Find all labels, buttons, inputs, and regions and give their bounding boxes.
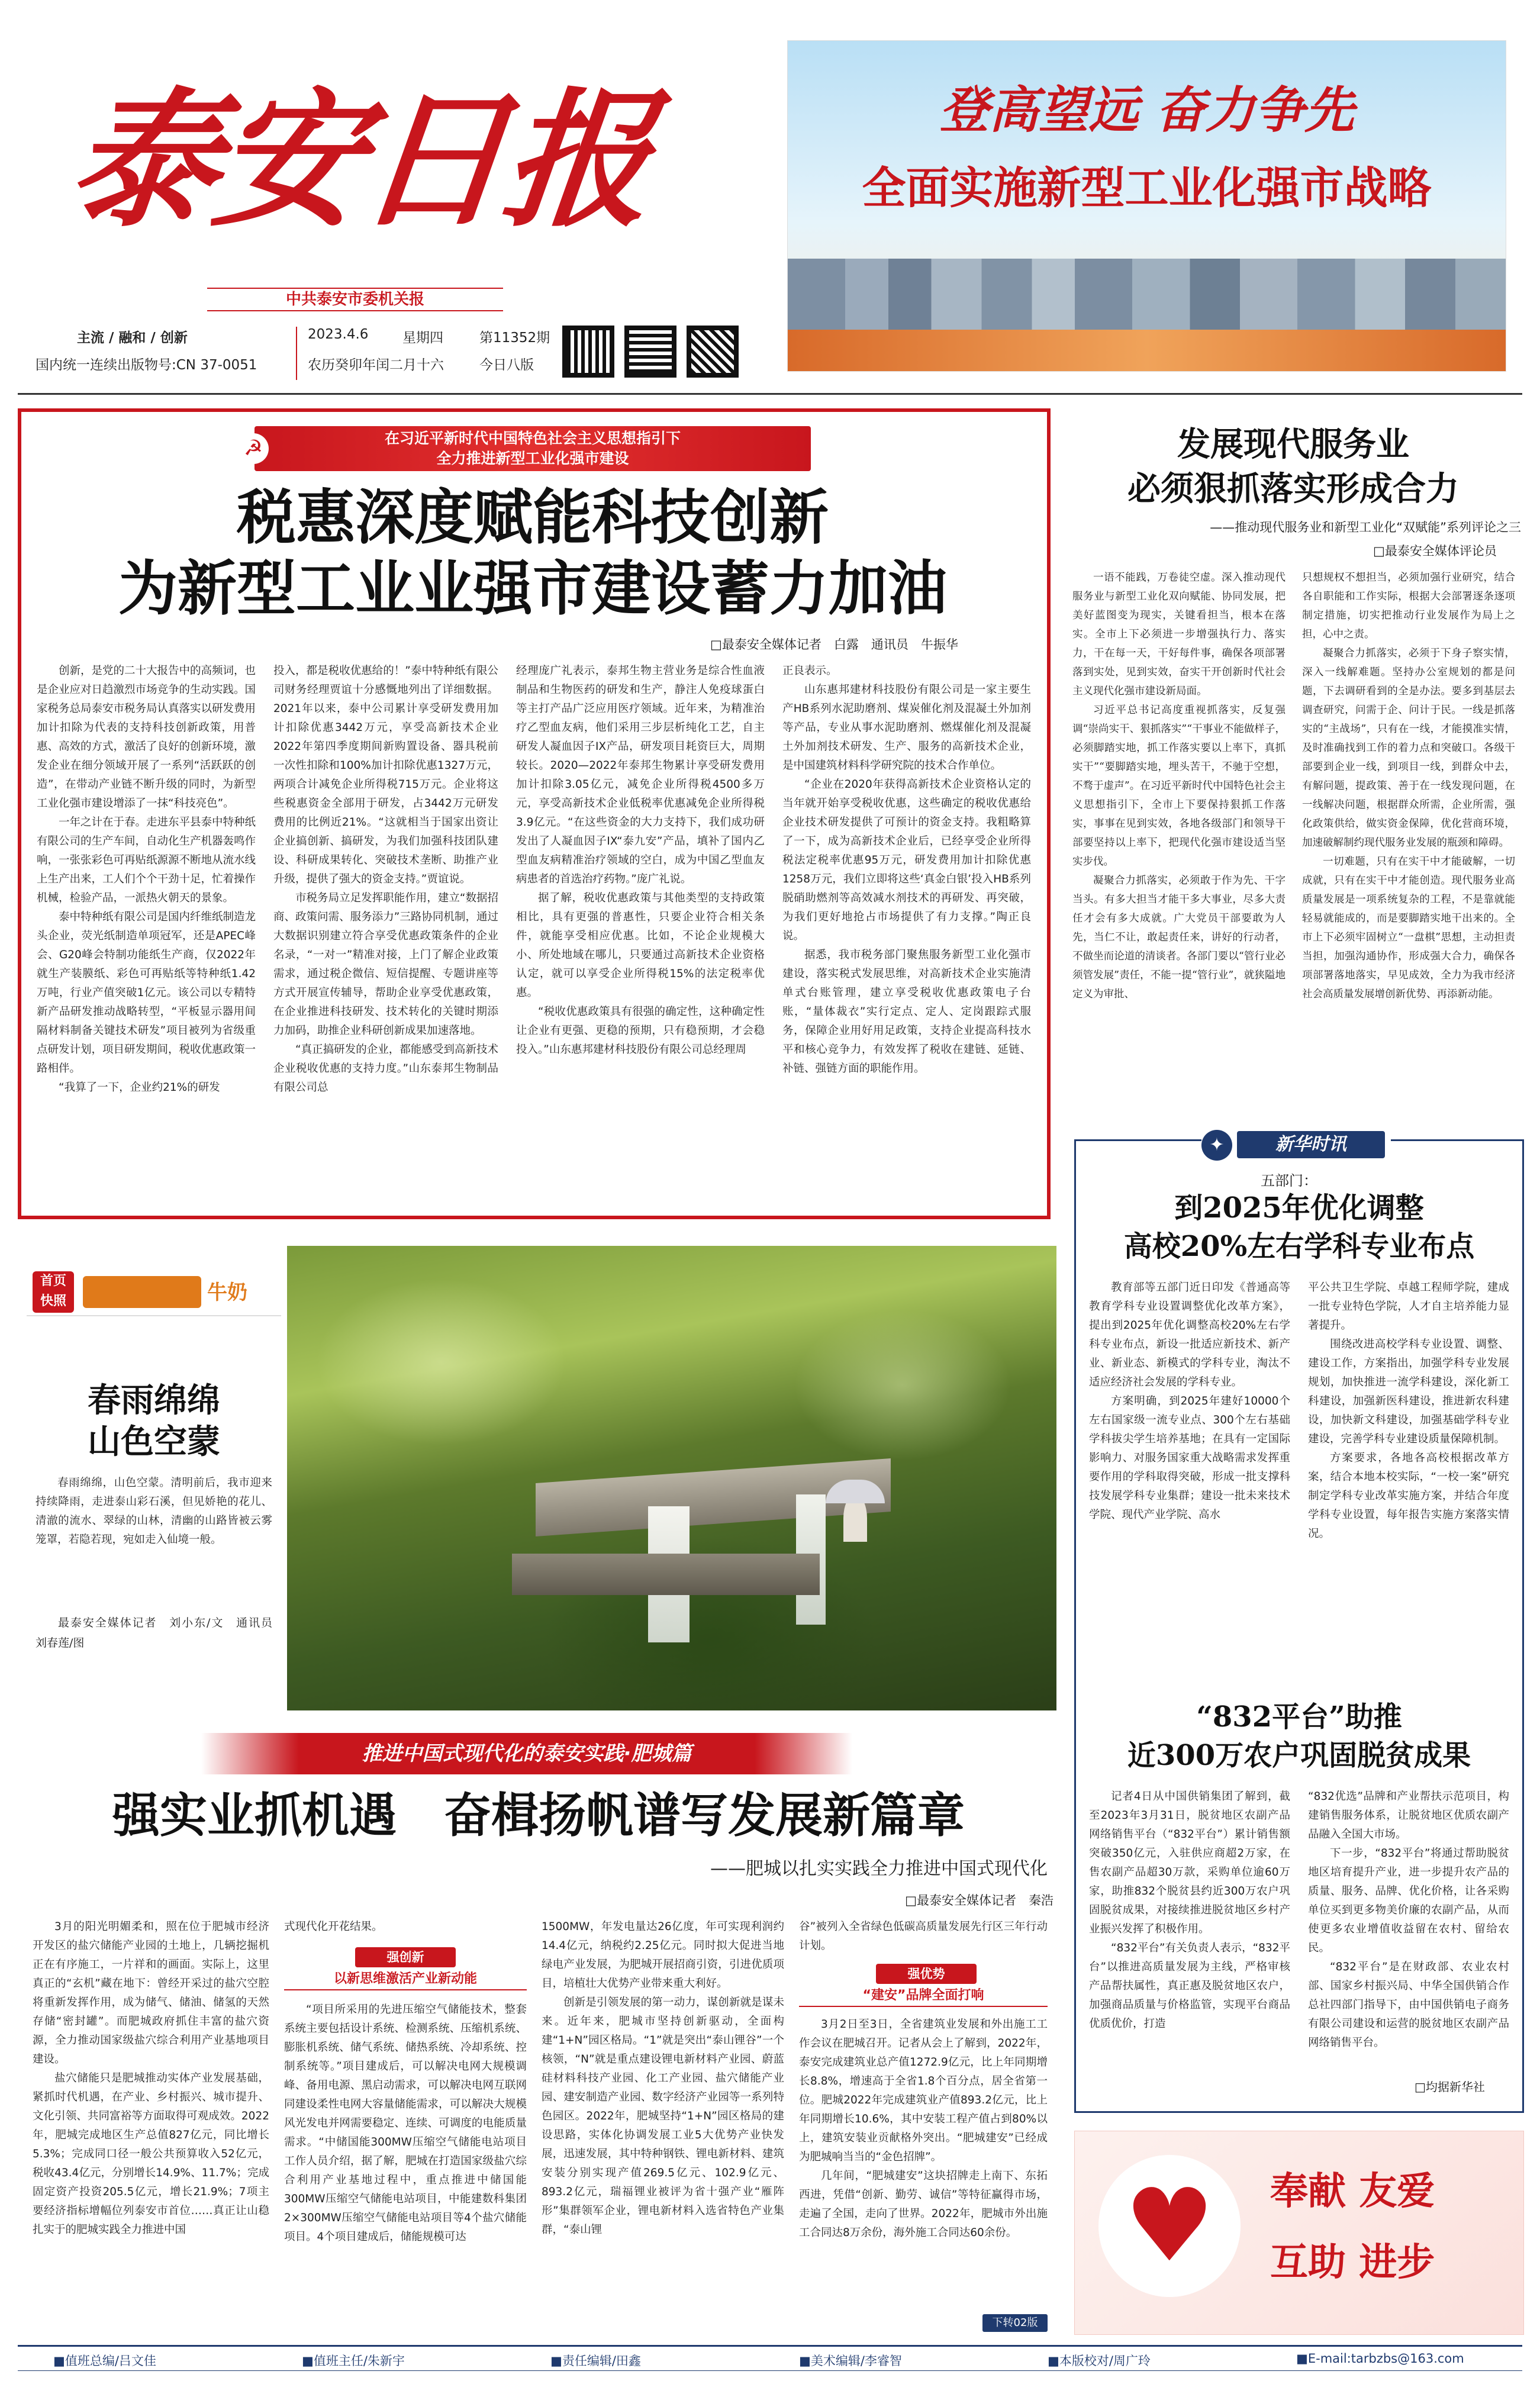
landscape-photo bbox=[287, 1246, 1056, 1710]
paragraph: “832优选”品牌和产业帮扶示范项目，构建销售服务体系，让脱贫地区优质农副产品融入全国大市场。 bbox=[1308, 1790, 1509, 1841]
paragraph: “项目所采用的先进压缩空气储能技术，整套系统主要包括设计系统、检测系统、压缩机系统、膨胀机系统、储气系统、储热系统、冷却系统、控制系统等。”项目建成后，可以解决电网大规模调峰、备用电源、黑启动需求，可以解决电网互联网同建设柔性电网大容量储能需求，可以解决大规模风光发电并网需要稳定、连续、可调度的电能质量需求。“中储国能300MW压缩空气储能电站项目工作人员介绍，据了解，肥城在打造国家级盐穴综合利用产业基地过程中，重点推进中储国能300MW压缩空气储能电站项目，中能建数科集团2×300MW压缩空气储能电站项目等4个盐穴储能项目。4个项目建成后，储能规模可达 bbox=[284, 2003, 527, 2243]
footer-bar bbox=[18, 2345, 1522, 2371]
paragraph: 下一步，“832平台”将通过帮助脱贫地区培育提升产业，进一步提升农产品的质量、服务、品牌、优化价格，让各采购单位买到更多物美价廉的农副产品，从而使更多农业增值收益留在农村、留给农民。 bbox=[1308, 1847, 1509, 1954]
lead-byline: □最泰安全媒体记者 白露 通讯员 牛振华 bbox=[710, 637, 958, 652]
xinhua-n2-title-2: 近300万农户巩固脱贫成果 bbox=[1127, 1739, 1471, 1772]
footer-credit: ■本版校对/周广玲 bbox=[1048, 2354, 1151, 2368]
party-emblem-icon: ☭ bbox=[238, 433, 269, 464]
photo-caption: 春雨绵绵，山色空蒙。清明前后，我市迎来持续降雨，走进泰山彩石溪，但见娇艳的花儿、清澈的流水、翠绿的山林，清幽的山路皆被云雾笼罩，若隐若现，宛如走入仙境一般。 bbox=[36, 1477, 272, 1546]
lunar-date: 农历癸卯年闰二月十六 bbox=[308, 357, 444, 373]
masthead-divider bbox=[18, 393, 1522, 395]
paragraph: 式现代化开花结果。 bbox=[284, 1921, 383, 1933]
banner-line-2: 全面实施新型工业化强市战略 bbox=[862, 163, 1432, 214]
feature-column-2a bbox=[284, 1918, 527, 1941]
paragraph: 围绕改进高校学科专业设置、调整、建设工作，方案指出，加强学科专业发展规划，加快推进一流学科建设，深化新工科建设，加强新医科建设，推进新农科建设，加快新文科建设，加强基础学科专业建设，完善学科专业建设质量保障机制。 bbox=[1308, 1338, 1509, 1445]
commentary-title-2: 必须狠抓落实形成合力 bbox=[1127, 469, 1459, 508]
charity-line-2: 互助 进步 bbox=[1270, 2241, 1435, 2285]
masthead-subtitle: 中共泰安市委机关报 bbox=[207, 288, 503, 311]
cn-number: 国内统一连续出版物号:CN 37-0051 bbox=[36, 357, 257, 373]
paragraph: 一切难题，只有在实干中才能破解，一切成就，只有在实干中才能创造。现代服务业高质量发展是一项系统复杂的工程，不是靠就能轻易就能成的，而是要脚踏实地干出来的。全市上下必须牢固树立“一盘棋”思想，主动担责当担，加强沟通协作，形成强大合力，确保各项部署落地落实，早见成效，全力为我市经济社会高质量发展增创新优势、再添新动能。 bbox=[1302, 856, 1515, 1000]
paragraph: 3月2日至3日，全省建筑业发展和外出施工工作会议在肥城召开。记者从会上了解到，2022年，泰安完成建筑业总产值1272.9亿元，比上年同期增长8.8%，增速高于全省1.8个百分点，居全省第一位。肥城2022年完成建筑业产值893.2亿元，比上年同期增长10.6%，其中安装工程产值占到80%以上，建筑安装业贡献格外突出。“肥城建安”已经成为肥城响当当的“金色招牌”。 bbox=[799, 2018, 1048, 2163]
lead-column-4 bbox=[782, 662, 1031, 1206]
paragraph: 方案要求，各地各高校根据改革方案，结合本地本校实际，“一校一案”研究制定学科专业改革实施方案，并结合年度学科专业设置，每年报告实施方案落实情况。 bbox=[1308, 1452, 1509, 1540]
footer-credit: ■值班主任/朱新宇 bbox=[302, 2354, 405, 2368]
issue-date: 2023.4.6 bbox=[308, 327, 369, 342]
paragraph: 教育部等五部门近日印发《普通高等教育学科专业设置调整优化改革方案》，提出到2025年优化调整高校20%左右学科专业布点，新设一批适应新技术、新产业、新业态、新模式的学科专业，淘汰不适应经济社会发展的学科专业。 bbox=[1089, 1281, 1290, 1388]
paragraph: 凝聚合力抓落实，必须于下身子察实情，深入一线解难题。坚持办公室规划的都是问题，下去调研看到的全是办法。要多到基层去调查研究，问需于企、问计于民。一线是抓落实的“主战场”，只有在一线，才能摸准实情，及时准确找到工作的着力点和突破口。各级干部要到企业一线，到项目一线，到群众中去，有解问题，提政策、善于在一线发现问题，在一线解决问题，根据群众所需，企业所需，强化政策供给，做实资金保障，优化营商环境，加速破解制约现代服务业发展的瓶颈和障碍。 bbox=[1302, 647, 1515, 849]
feature-headline: 强实业抓机遇 奋楫扬帆谱写发展新篇章 bbox=[112, 1788, 965, 1843]
newspaper-logo: 泰安日报 bbox=[62, 73, 658, 247]
lead-headline-2: 为新型工业业强市建设蓄力加油 bbox=[118, 554, 947, 623]
commentary-title-1: 发展现代服务业 bbox=[1177, 425, 1409, 464]
footer-credit: ■责任编辑/田鑫 bbox=[550, 2354, 641, 2368]
heart-hands-icon: ♥ bbox=[1098, 2155, 1241, 2297]
paragraph: “税收优惠政策具有很强的确定性，这种确定性让企业有更强、更稳的预期，只有稳预期，才会稳投入。”山东惠邦建材科技股份有限公司总经理周 bbox=[516, 1006, 765, 1056]
commentary-column-2 bbox=[1302, 568, 1515, 1148]
paragraph: “真正搞研发的企业，都能感受到高新技术企业税收优惠的支持力度。”山东泰邦生物制品有限公司总 bbox=[273, 1043, 498, 1094]
photo-title-2: 山色空蒙 bbox=[88, 1422, 220, 1461]
commentary-subtitle: ——推动现代服务业和新型工业化“双赋能”系列评论之三 bbox=[1210, 520, 1521, 534]
brand-label: 牛奶 bbox=[207, 1281, 247, 1304]
paragraph: 几年间，“肥城建安”这块招牌走上南下、东拓西进，凭借“创新、勤劳、诚信”等特征赢得市场，走遍了全国，走向了世界。2022年，肥城市外出施工合同达8万余份，海外施工合同达60余份。 bbox=[799, 2170, 1048, 2239]
feature-byline: □最泰安全媒体记者 秦浩 bbox=[905, 1893, 1053, 1908]
issue-number: 第11352期 bbox=[479, 330, 550, 346]
xinhua-credit: □均据新华社 bbox=[1415, 2080, 1485, 2094]
paragraph: 投入，都是税收优惠给的！”泰中特种纸有限公司财务经理贾谊十分感慨地列出了详细数据。2021年以来，泰中公司累计享受研发费用加计扣除优惠3442万元，享受高新技术企业2022年第四季度期间新购置设备、器具税前一次性扣除和100%加计扣除优惠1327万元，两项合计减免企业所得税715万元。企业将这些税惠资金全部用于研发，占3442万元研发费用的比例近21%。“这就相当于国家出资让企业搞创新、搞研发，为我们加强科技团队建设、科研成果转化、突破技术垄断、助推产业升级，提供了强大的资金支持。”贾谊说。 bbox=[273, 665, 498, 885]
feature-subhead-2: 强优势 “建安”品牌全面打响 bbox=[799, 1964, 1048, 2011]
paragraph: 据悉，我市税务部门聚焦服务新型工业化强市建设，落实税式发展思维，对高新技术企业实施清单式台账管理，建立享受税收优惠政策电子台账，“量体裁衣”实行定点、定人、定岗跟踪式服务，保障企业用好用足政策，支持企业提高科技水平和核心竞争力，有效发挥了税收在建链、延链、补链、强链方面的职能作用。 bbox=[782, 949, 1031, 1075]
xinhua-n2-column-2 bbox=[1308, 1787, 1509, 2071]
paragraph: 3月的阳光明媚柔和，照在位于肥城市经济开发区的盐穴储能产业园的土地上，几辆挖掘机正在有序施工，一片祥和的画面。实际上，这里真正的“玄机”藏在地下：曾经开采过的盐穴空腔将重新发挥作用，成为储气、储油、储氢的天然存储“密封罐”。而肥城政府抓住丰富的盐穴资源，全力推动国家级盐穴综合利用产业基地项目建设。 bbox=[33, 1921, 269, 2066]
feature-column-4b bbox=[799, 2015, 1048, 2311]
paragraph: “832平台”有关负责人表示，“832平台”以推进高质量发展为主线，严格审核产品帮扶属性，真正惠及脱贫地区农户，加强商品质量与价格监管，实现平台商品优质优价，打造 bbox=[1089, 1942, 1290, 2030]
feature-column-3 bbox=[542, 1918, 784, 2332]
footer-credit: ■美术编辑/李睿智 bbox=[799, 2354, 902, 2368]
banner-line-1: 登高望远 奋力争先 bbox=[939, 81, 1355, 139]
footer-credit: ■E-mail:tarbzbs@163.com bbox=[1296, 2351, 1464, 2366]
campaign-banner bbox=[787, 40, 1506, 372]
feature-column-4a bbox=[799, 1918, 1048, 1959]
xinhua-header: ✦ 新华时讯 bbox=[1201, 1127, 1391, 1162]
feature-subtitle: ——肥城以扎实实践全力推进中国式现代化 bbox=[710, 1858, 1048, 1879]
paragraph: 记者4日从中国供销集团了解到，截至2023年3月31日，脱贫地区农副产品网络销售平台（“832平台”）累计销售额突破350亿元，入驻供应商超2万家，在售农副产品超30万款，采购单位逾60万家，助推832个脱贫县约近300万农户巩固脱贫成果，对接续推进脱贫地区乡村产业振兴发挥了积极作用。 bbox=[1089, 1790, 1290, 1935]
paragraph: 方案明确，到2025年建好10000个左右国家级一流专业点、300个左右基础学科拔尖学生培养基地；在具有一定国际影响力、对服务国家重大战略需求发挥重要作用的学科取得突破，形成一批支撑科技发展学科专业集群；建设一批未来技术学院、现代产业学院、高水 bbox=[1089, 1395, 1290, 1521]
qr-code bbox=[562, 326, 614, 378]
commentary-column-1 bbox=[1072, 568, 1286, 1148]
paragraph: “832平台”是在财政部、农业农村部、国家乡村振兴局、中华全国供销合作总社四部门指导下，由中国供销电子商务有限公司建设和运营的脱贫地区农副产品网络销售平台。 bbox=[1308, 1961, 1509, 2049]
lead-kicker: ☭ 在习近平新时代中国特色社会主义思想指引下 全力推进新型工业化强市建设 bbox=[254, 426, 811, 471]
paragraph: 盐穴储能只是肥城推动实体产业发展基础，紧抓时代机遇，在产业、乡村振兴、城市提升、文化引领、共同富裕等方面取得可观成效。2022年，肥城完成地区生产总值827亿元，同比增长5.3%；完成同口径一般公共预算收入52亿元，税收43.4亿元，分别增长14.9%、11.7%；完成固定资产投资205.5亿元，增长21.9%；7项主要经济指标增幅位列泰安市首位……真正让山稳扎实于的肥城实践全力推进中国 bbox=[33, 2072, 269, 2236]
feature-kicker: 推进中国式现代化的泰安实践·肥城篇 bbox=[201, 1733, 852, 1774]
lead-column-1 bbox=[37, 662, 256, 1206]
paragraph: 经理庞广礼表示，泰邦生物主营业务是综合性血液制品和生物医药的研发和生产，静注人免疫球蛋白等主打产品广泛应用医疗领域。近年来，为精准治疗乙型血友病，他们采用三步层析纯化工艺，自主研发人凝血因子IX产品，研发项目耗资巨大，周期较长。2020—2022年泰邦生物累计享受研发费用加计扣除3.05亿元，减免企业所得税4500多万元，享受高新技术企业低税率优惠减免企业所得税3.9亿元。“在这些资金的大力支持下，我们成功研发出了人凝血因子IX“泰九安”产品，填补了国内乙型血友病精准治疗领域的空白，成为中国乙型血友病患者的首选治疗药物。”庞广礼说。 bbox=[516, 665, 765, 885]
paragraph: 正良表示。 bbox=[782, 665, 837, 677]
paragraph: 市税务局立足发挥职能作用，建立“数据招商、政策问需、服务添力”三路协同机制，通过大数据识别建立符合享受优惠政策条件的企业名录，“一对一”精准对接，上门了解企业政策需求，通过税企微信、短信提醒、专题讲座等方式开展宣传辅导，帮助企业享受优惠政策，在企业推进科技研发、技术转化的关键时期添力加码，助推企业科研创新成果加速落地。 bbox=[273, 892, 498, 1037]
photo-tag: 首页 快照 牛奶 bbox=[27, 1271, 281, 1316]
paragraph: 山东惠邦建材科技股份有限公司是一家主要生产HB系列水泥助磨剂、煤炭催化剂及混凝土外加剂等产品，专业从事水泥助磨剂、燃煤催化剂及混凝土外加剂技术研发、生产、服务的高新技术企业，是中国建筑材料科学研究院的技术合作单位。 bbox=[782, 684, 1031, 772]
paragraph: “我算了一下，企业约21%的研发 bbox=[59, 1081, 220, 1094]
xinhua-n1-column-1 bbox=[1089, 1278, 1290, 1693]
xinhua-logo-icon: ✦ bbox=[1201, 1130, 1232, 1161]
paragraph: 创新，是党的二十大报告中的高频词，也是企业应对日趋激烈市场竞争的生动实践。国家税务总局泰安市税务局认真落实以研发费用加计扣除为代表的支持科技创新政策，用普惠、高效的方式，激活了良好的创新环境，激发企业在细分领域开展了一系列“活跃跃的创造”，在带动产业链不断升级的同时，为新型工业化强市建设增添了一抹“科技亮色”。 bbox=[37, 665, 256, 810]
lead-column-2 bbox=[273, 662, 498, 1206]
xinhua-n1-column-2 bbox=[1308, 1278, 1509, 1657]
qr-code bbox=[687, 326, 739, 378]
charity-ad bbox=[1074, 2131, 1524, 2335]
feature-column-2b bbox=[284, 2000, 527, 2332]
photo-credit: 最泰安全媒体记者 刘小东/文 通讯员 刘春莲/图 bbox=[36, 1616, 284, 1650]
paragraph: 只想规权不想担当，必须加强行业研究，结合各自职能和工作实际，根据大会部署逐条逐项制定措施，切实把推动行业发展作为局上之担，心中之责。 bbox=[1302, 572, 1515, 640]
lead-headline-1: 税惠深度赋能科技创新 bbox=[237, 483, 829, 552]
paragraph: 创新是引领发展的第一动力，谋创新就是谋未来。近年来，肥城市坚持创新驱动，全面构建“1+N”园区格局。“1”就是突出“泰山锂谷”一个核领，“N”就是重点建设锂电新材料产业园、蔚蓝硅材料科技产业园、化工产业园、盐穴储能产业园、建安制造产业园、数字经济产业园等一系列特色园区。2022年，肥城坚持“1+N”园区格局的建设思路，实体化协调发展工业5大优势产业快发展，迅速发展，其中特种钢铁、锂电新材料、建筑安装分别实现产值269.5亿元、102.9亿元、893.2亿元，瑞福锂业被评为省十强产业“雁阵形”集群领军企业，锂电新材料入选省特色产业集群，“泰山锂 bbox=[542, 1996, 784, 2236]
paragraph: 一语不能践，万卷徒空虚。深入推动现代服务业与新型工业化双向赋能、协同发展，把美好蓝图变为现实，关键看担当，根本在落实。全市上下必须进一步增强执行力、落实力，干在每一天，干好每件事，确保各项部署落到实处，见到实效，奋实干开创新时代社会主义现代化强市建设新局面。 bbox=[1072, 572, 1286, 697]
masthead-info bbox=[36, 326, 781, 382]
xinhua-n1-title-1: 到2025年优化调整 bbox=[1174, 1191, 1424, 1225]
continued-tag[interactable]: 下转02版 bbox=[982, 2314, 1048, 2332]
xinhua-n1-title-2: 高校20%左右学科专业布点 bbox=[1123, 1230, 1475, 1263]
xinhua-n2-title-1: “832平台”助推 bbox=[1196, 1700, 1402, 1734]
paragraph: 1500MW，年发电量达26亿度，年可实现利润约14.4亿元，纳税约2.25亿元。同时拟大促进当地绿电产业发展，为肥城开展招商引资，引进优质项目，培植壮大优势产业带来重大利好。 bbox=[542, 1921, 784, 1990]
page-count: 今日八版 bbox=[479, 357, 534, 373]
paragraph: 平公共卫生学院、卓越工程师学院，建成一批专业特色学院，人才自主培养能力显著提升。 bbox=[1308, 1281, 1509, 1332]
paragraph: 习近平总书记高度重视抓落实，反复强调“崇尚实干、狠抓落实”“干事业不能做样子，必须脚踏实地，抓工作落实要以上率下，真抓实干”“要脚踏实地，埋头苦干，不驰于空想，不骛于虚声”。在习近平新时代中国特色社会主义思想指引下，全市上下要保持狠抓工作落实，事事在见到实效，各地各级部门和领导干部要坚持以上率下，把现代化强市建设适当坚实步伐。 bbox=[1072, 704, 1286, 868]
paragraph: 凝聚合力抓落实，必须敢于作为先、干字当头。有多大担当才能干多大事业，尽多大责任才会有多大成就。广大党员干部要敢为人先，当仁不让，敢起责任来，讲好的行动者，不做坐而论道的清谈者。各部门要以“管行业必须管发展”责任，不能一提“管行业”，就狭隘地定义为审批、 bbox=[1072, 875, 1286, 1000]
paragraph: 谷”被列入全省绿色低碳高质量发展先行区三年行动计划。 bbox=[799, 1921, 1048, 1952]
motto: 主流 / 融和 / 创新 bbox=[77, 330, 188, 346]
paragraph: 一年之计在于春。走进东平县泰中特种纸有限公司的生产车间，自动化生产机器轰鸣作响，一张张彩色可再贴纸源源不断地从流水线上生产出来，工人们个个干劲十足，忙着操作机械，检验产品，一派热火朝天的景象。 bbox=[37, 816, 256, 904]
paragraph: 据了解，税收优惠政策与其他类型的支持政策相比，具有更强的普惠性，只要企业符合相关条件，就能享受相应优惠。比如，不论企业规模大小、所处地域在哪儿，只要通过高新技术企业资格认定，就可以享受企业所得税15%的法定税率优惠。 bbox=[516, 892, 765, 999]
commentary-byline: □最泰安全媒体评论员 bbox=[1373, 544, 1497, 558]
weekday: 星期四 bbox=[402, 330, 443, 346]
paragraph: “企业在2020年获得高新技术企业资格认定的当年就开始享受税收优惠，这些确定的税收优惠给企业技术研发提供了可预计的资金支持。我粗略算了一下，成为高新技术企业后，已经享受企业所得税法定税率优惠95万元，研发费用加计扣除优惠1258万元，我们立即将这些‘真金白银’投入HB系列脱硝助燃剂等高效减水剂技术的再研发、再突破，为我们更好地抢占市场提供了有力支撑。”陶正良说。 bbox=[782, 778, 1031, 942]
charity-line-1: 奉献 友爱 bbox=[1270, 2170, 1435, 2214]
feature-column-1 bbox=[33, 1918, 269, 2332]
lead-column-3 bbox=[516, 662, 765, 1206]
paragraph: 泰中特种纸有限公司是国内纤维纸制造龙头企业，荧光纸制造单项冠军，还是APEC峰会、G20峰会特制功能纸生产商，仅2022年就生产装膜纸、彩色可再贴纸等特种纸1.42万吨，行业产值突破1亿元。该公司以专精特新产品研发推动战略转型，“平板显示器用间隔材料制备关键技术研发”项目被列为省级重点研发计划，项目研发期间，税收优惠政策一路相伴。 bbox=[37, 911, 256, 1075]
qr-code bbox=[624, 326, 676, 378]
photo-title-1: 春雨绵绵 bbox=[88, 1381, 220, 1420]
feature-subhead-1: 强创新 以新思维激活产业新动能 bbox=[284, 1947, 527, 1995]
footer-credit: ■值班总编/吕文佳 bbox=[53, 2354, 156, 2368]
xinhua-n1-kicker: 五部门： bbox=[1261, 1172, 1317, 1189]
xinhua-n2-column-1 bbox=[1089, 1787, 1290, 2107]
